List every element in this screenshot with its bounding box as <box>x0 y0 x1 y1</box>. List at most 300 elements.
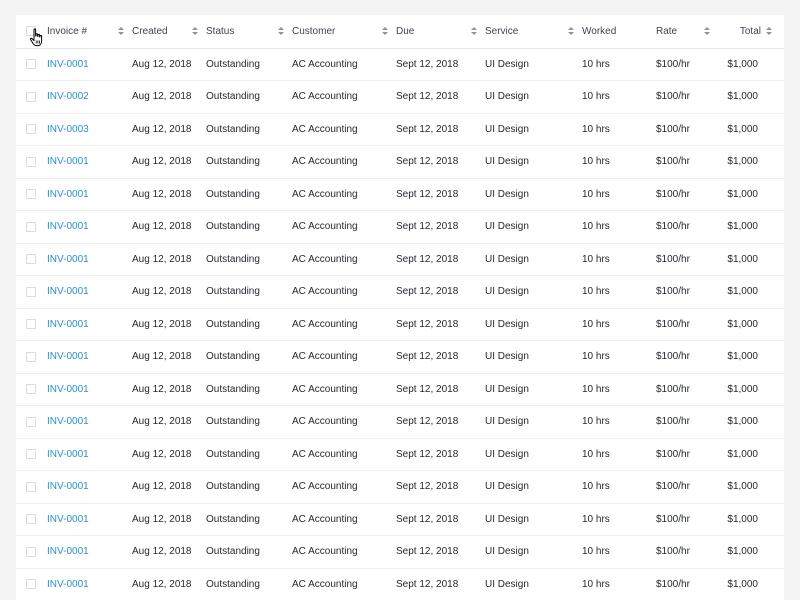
column-header-created[interactable] <box>132 15 206 48</box>
invoice-link[interactable]: INV-0001 <box>47 481 89 493</box>
cell-customer-text: AC Accounting <box>292 448 358 460</box>
cell-created <box>132 308 206 341</box>
cell-created-text: Aug 12, 2018 <box>132 253 192 265</box>
cell-rate-text: $100/hr <box>656 286 690 298</box>
cell-status-text: Outstanding <box>206 253 260 265</box>
cell-total <box>718 471 784 504</box>
cell-due-text: Sept 12, 2018 <box>396 546 459 558</box>
column-header-label: Created <box>132 25 168 37</box>
table-row[interactable] <box>16 146 784 179</box>
cell-total <box>718 373 784 406</box>
row-checkbox[interactable] <box>26 157 36 167</box>
cell-total-text: $1,000 <box>727 318 758 330</box>
cell-rate <box>656 373 718 406</box>
cell-worked-text: 10 hrs <box>582 318 610 330</box>
cell-created-text: Aug 12, 2018 <box>132 286 192 298</box>
cell-due <box>396 276 485 309</box>
cell-status <box>206 406 292 439</box>
table-row[interactable] <box>16 276 784 309</box>
cell-total <box>718 146 784 179</box>
row-checkbox[interactable] <box>26 254 36 264</box>
sort-icon[interactable] <box>568 27 574 35</box>
row-checkbox[interactable] <box>26 417 36 427</box>
cell-service-text: UI Design <box>485 578 529 590</box>
cell-rate-text: $100/hr <box>656 383 690 395</box>
cell-due-text: Sept 12, 2018 <box>396 58 459 70</box>
cell-status-text: Outstanding <box>206 351 260 363</box>
cell-service-text: UI Design <box>485 351 529 363</box>
cell-created-text: Aug 12, 2018 <box>132 188 192 200</box>
cell-total-text: $1,000 <box>727 253 758 265</box>
cell-created <box>132 178 206 211</box>
table-row[interactable] <box>16 536 784 569</box>
cell-service <box>485 211 582 244</box>
row-checkbox[interactable] <box>26 189 36 199</box>
table-row[interactable] <box>16 503 784 536</box>
cell-invoice <box>47 146 132 179</box>
cell-customer <box>292 211 396 244</box>
cell-service <box>485 341 582 374</box>
row-checkbox-cell <box>16 81 47 114</box>
cell-due-text: Sept 12, 2018 <box>396 253 459 265</box>
cell-total-text: $1,000 <box>727 286 758 298</box>
cell-created-text: Aug 12, 2018 <box>132 578 192 590</box>
cell-total <box>718 341 784 374</box>
cell-due <box>396 113 485 146</box>
cell-created <box>132 471 206 504</box>
cell-service-text: UI Design <box>485 546 529 558</box>
cell-created <box>132 276 206 309</box>
cell-status <box>206 308 292 341</box>
invoice-link[interactable]: INV-0001 <box>47 318 89 330</box>
cell-service-text: UI Design <box>485 253 529 265</box>
invoice-link[interactable]: INV-0001 <box>47 351 89 363</box>
cell-status-text: Outstanding <box>206 416 260 428</box>
cell-due <box>396 471 485 504</box>
cell-due <box>396 568 485 600</box>
sort-icon[interactable] <box>382 27 388 35</box>
cell-service <box>485 503 582 536</box>
table-row[interactable] <box>16 308 784 341</box>
row-checkbox[interactable] <box>26 547 36 557</box>
table-row[interactable] <box>16 471 784 504</box>
column-header-service[interactable] <box>485 15 582 48</box>
cell-service <box>485 243 582 276</box>
cell-total <box>718 406 784 439</box>
cell-rate-text: $100/hr <box>656 416 690 428</box>
cell-service-text: UI Design <box>485 383 529 395</box>
cell-customer <box>292 373 396 406</box>
cell-due-text: Sept 12, 2018 <box>396 156 459 168</box>
cell-total-text: $1,000 <box>727 188 758 200</box>
cell-worked <box>582 276 656 309</box>
cell-customer <box>292 438 396 471</box>
column-header-status[interactable] <box>206 15 292 48</box>
cell-status <box>206 243 292 276</box>
cell-total <box>718 276 784 309</box>
cell-worked <box>582 373 656 406</box>
cell-worked-text: 10 hrs <box>582 513 610 525</box>
cell-status <box>206 113 292 146</box>
cell-invoice <box>47 276 132 309</box>
cell-created-text: Aug 12, 2018 <box>132 416 192 428</box>
header-checkbox-cell <box>16 15 47 48</box>
cell-created-text: Aug 12, 2018 <box>132 156 192 168</box>
cell-total <box>718 503 784 536</box>
cell-due <box>396 308 485 341</box>
column-header-label: Worked <box>582 25 617 37</box>
cell-due <box>396 406 485 439</box>
cell-customer-text: AC Accounting <box>292 156 358 168</box>
cell-due <box>396 536 485 569</box>
cell-worked <box>582 243 656 276</box>
invoice-link[interactable]: INV-0003 <box>47 123 89 135</box>
cell-total <box>718 113 784 146</box>
sort-icon[interactable] <box>192 27 198 35</box>
cell-total-text: $1,000 <box>727 481 758 493</box>
row-checkbox-cell <box>16 536 47 569</box>
cell-customer-text: AC Accounting <box>292 546 358 558</box>
cell-total <box>718 48 784 81</box>
cell-customer <box>292 341 396 374</box>
invoice-link[interactable]: INV-0001 <box>47 383 89 395</box>
cell-due <box>396 81 485 114</box>
cell-service-text: UI Design <box>485 513 529 525</box>
row-checkbox[interactable] <box>26 579 36 589</box>
column-header-label: Customer <box>292 25 336 37</box>
cell-worked <box>582 146 656 179</box>
invoice-link[interactable]: INV-0001 <box>47 221 89 233</box>
cell-rate-text: $100/hr <box>656 253 690 265</box>
cell-created <box>132 211 206 244</box>
cell-worked-text: 10 hrs <box>582 188 610 200</box>
cell-status <box>206 471 292 504</box>
cell-rate <box>656 211 718 244</box>
cell-created <box>132 113 206 146</box>
row-checkbox[interactable] <box>26 384 36 394</box>
cell-rate <box>656 406 718 439</box>
column-header-label: Status <box>206 25 235 37</box>
cell-due-text: Sept 12, 2018 <box>396 221 459 233</box>
invoice-link[interactable]: INV-0001 <box>47 416 89 428</box>
row-checkbox-cell <box>16 503 47 536</box>
table-row[interactable] <box>16 568 784 600</box>
cell-customer-text: AC Accounting <box>292 351 358 363</box>
invoice-table <box>16 15 784 600</box>
cell-due <box>396 48 485 81</box>
cell-due-text: Sept 12, 2018 <box>396 188 459 200</box>
cell-worked <box>582 341 656 374</box>
cell-created-text: Aug 12, 2018 <box>132 221 192 233</box>
row-checkbox-cell <box>16 308 47 341</box>
cell-due <box>396 178 485 211</box>
cell-customer <box>292 81 396 114</box>
cell-total-text: $1,000 <box>727 91 758 103</box>
row-checkbox[interactable] <box>26 124 36 134</box>
cell-due-text: Sept 12, 2018 <box>396 91 459 103</box>
invoice-table-card <box>16 15 784 600</box>
row-checkbox-cell <box>16 568 47 600</box>
invoice-link[interactable]: INV-0001 <box>47 58 89 70</box>
cell-invoice <box>47 113 132 146</box>
cell-total <box>718 178 784 211</box>
row-checkbox[interactable] <box>26 287 36 297</box>
cell-due <box>396 211 485 244</box>
invoice-link[interactable]: INV-0001 <box>47 188 89 200</box>
cell-service-text: UI Design <box>485 286 529 298</box>
select-all-checkbox[interactable] <box>26 26 36 36</box>
table-row[interactable] <box>16 48 784 81</box>
cell-total <box>718 438 784 471</box>
table-row[interactable] <box>16 243 784 276</box>
sort-icon[interactable] <box>278 27 284 35</box>
cell-due-text: Sept 12, 2018 <box>396 481 459 493</box>
cell-worked <box>582 113 656 146</box>
cell-total <box>718 536 784 569</box>
cell-status-text: Outstanding <box>206 383 260 395</box>
cell-customer-text: AC Accounting <box>292 123 358 135</box>
table-row[interactable] <box>16 373 784 406</box>
cell-rate-text: $100/hr <box>656 91 690 103</box>
cell-total <box>718 81 784 114</box>
invoice-link[interactable]: INV-0001 <box>47 156 89 168</box>
cell-created-text: Aug 12, 2018 <box>132 481 192 493</box>
column-header-customer[interactable] <box>292 15 396 48</box>
cell-service <box>485 438 582 471</box>
cell-worked-text: 10 hrs <box>582 91 610 103</box>
cell-customer <box>292 48 396 81</box>
cell-rate <box>656 243 718 276</box>
cell-status <box>206 503 292 536</box>
cell-status-text: Outstanding <box>206 318 260 330</box>
cell-due-text: Sept 12, 2018 <box>396 383 459 395</box>
column-header-due[interactable] <box>396 15 485 48</box>
cell-total-text: $1,000 <box>727 156 758 168</box>
cell-worked-text: 10 hrs <box>582 253 610 265</box>
cell-due <box>396 341 485 374</box>
cell-worked <box>582 503 656 536</box>
cell-worked-text: 10 hrs <box>582 578 610 590</box>
cell-invoice <box>47 341 132 374</box>
cell-customer-text: AC Accounting <box>292 416 358 428</box>
cell-rate <box>656 146 718 179</box>
cell-customer <box>292 146 396 179</box>
cell-status <box>206 146 292 179</box>
table-row[interactable] <box>16 81 784 114</box>
cell-worked-text: 10 hrs <box>582 286 610 298</box>
cell-worked-text: 10 hrs <box>582 156 610 168</box>
cell-created <box>132 243 206 276</box>
cell-status-text: Outstanding <box>206 286 260 298</box>
cell-service <box>485 178 582 211</box>
cell-customer-text: AC Accounting <box>292 188 358 200</box>
cell-status <box>206 373 292 406</box>
cell-service-text: UI Design <box>485 156 529 168</box>
cell-invoice <box>47 308 132 341</box>
cell-customer-text: AC Accounting <box>292 91 358 103</box>
column-header-total[interactable] <box>718 15 784 48</box>
cell-worked <box>582 48 656 81</box>
cell-total-text: $1,000 <box>727 513 758 525</box>
cell-total <box>718 211 784 244</box>
row-checkbox-cell <box>16 113 47 146</box>
row-checkbox[interactable] <box>26 449 36 459</box>
row-checkbox-cell <box>16 276 47 309</box>
row-checkbox[interactable] <box>26 59 36 69</box>
cell-created <box>132 503 206 536</box>
cell-customer <box>292 568 396 600</box>
cell-worked <box>582 536 656 569</box>
cell-worked-text: 10 hrs <box>582 448 610 460</box>
cell-status-text: Outstanding <box>206 221 260 233</box>
table-row[interactable] <box>16 211 784 244</box>
table-row[interactable] <box>16 406 784 439</box>
cell-customer <box>292 503 396 536</box>
cell-invoice <box>47 406 132 439</box>
row-checkbox[interactable] <box>26 222 36 232</box>
invoice-link[interactable]: INV-0001 <box>47 253 89 265</box>
sort-icon[interactable] <box>766 27 772 35</box>
cell-customer <box>292 178 396 211</box>
table-row[interactable] <box>16 438 784 471</box>
column-header-rate[interactable] <box>656 15 718 48</box>
column-header-invoice[interactable] <box>47 15 132 48</box>
column-header-label: Service <box>485 25 519 37</box>
cell-due <box>396 503 485 536</box>
cell-total-text: $1,000 <box>727 546 758 558</box>
cell-customer <box>292 308 396 341</box>
cell-rate-text: $100/hr <box>656 578 690 590</box>
cell-status-text: Outstanding <box>206 156 260 168</box>
row-checkbox-cell <box>16 146 47 179</box>
cell-created <box>132 373 206 406</box>
cell-status-text: Outstanding <box>206 188 260 200</box>
row-checkbox[interactable] <box>26 319 36 329</box>
row-checkbox-cell <box>16 48 47 81</box>
cell-rate-text: $100/hr <box>656 351 690 363</box>
cell-total-text: $1,000 <box>727 383 758 395</box>
cell-worked-text: 10 hrs <box>582 58 610 70</box>
cell-worked-text: 10 hrs <box>582 123 610 135</box>
cell-rate <box>656 276 718 309</box>
cell-invoice <box>47 503 132 536</box>
cell-rate <box>656 48 718 81</box>
cell-due <box>396 243 485 276</box>
cell-worked <box>582 211 656 244</box>
cell-due-text: Sept 12, 2018 <box>396 448 459 460</box>
cell-status <box>206 81 292 114</box>
cell-status-text: Outstanding <box>206 481 260 493</box>
invoice-link[interactable]: INV-0001 <box>47 448 89 460</box>
cell-worked-text: 10 hrs <box>582 221 610 233</box>
invoice-link[interactable]: INV-0001 <box>47 513 89 525</box>
cell-service-text: UI Design <box>485 58 529 70</box>
cell-status-text: Outstanding <box>206 123 260 135</box>
row-checkbox-cell <box>16 211 47 244</box>
cell-customer-text: AC Accounting <box>292 383 358 395</box>
cell-total-text: $1,000 <box>727 351 758 363</box>
cell-status-text: Outstanding <box>206 448 260 460</box>
cell-rate-text: $100/hr <box>656 221 690 233</box>
cell-total-text: $1,000 <box>727 416 758 428</box>
cell-service-text: UI Design <box>485 416 529 428</box>
cell-service <box>485 113 582 146</box>
cell-worked-text: 10 hrs <box>582 546 610 558</box>
table-row[interactable] <box>16 341 784 374</box>
sort-icon[interactable] <box>704 27 710 35</box>
table-row[interactable] <box>16 113 784 146</box>
cell-due-text: Sept 12, 2018 <box>396 416 459 428</box>
cell-service <box>485 276 582 309</box>
cell-worked <box>582 406 656 439</box>
cell-total-text: $1,000 <box>727 578 758 590</box>
cell-status <box>206 178 292 211</box>
cell-service-text: UI Design <box>485 221 529 233</box>
cell-customer-text: AC Accounting <box>292 253 358 265</box>
cell-invoice <box>47 211 132 244</box>
cell-rate-text: $100/hr <box>656 156 690 168</box>
cell-created-text: Aug 12, 2018 <box>132 91 192 103</box>
row-checkbox[interactable] <box>26 514 36 524</box>
cell-total-text: $1,000 <box>727 123 758 135</box>
cell-invoice <box>47 373 132 406</box>
cell-created <box>132 536 206 569</box>
cell-rate <box>656 113 718 146</box>
row-checkbox-cell <box>16 471 47 504</box>
cell-status <box>206 438 292 471</box>
cell-status-text: Outstanding <box>206 58 260 70</box>
cell-status-text: Outstanding <box>206 578 260 590</box>
invoice-link[interactable]: INV-0001 <box>47 578 89 590</box>
cell-status <box>206 568 292 600</box>
cell-worked-text: 10 hrs <box>582 383 610 395</box>
cell-due-text: Sept 12, 2018 <box>396 513 459 525</box>
sort-icon[interactable] <box>471 27 477 35</box>
row-checkbox[interactable] <box>26 482 36 492</box>
cell-due-text: Sept 12, 2018 <box>396 318 459 330</box>
cell-worked-text: 10 hrs <box>582 351 610 363</box>
cell-created <box>132 406 206 439</box>
invoice-link[interactable]: INV-0001 <box>47 286 89 298</box>
invoice-link[interactable]: INV-0002 <box>47 91 89 103</box>
cell-rate <box>656 178 718 211</box>
cell-rate <box>656 568 718 600</box>
cell-service-text: UI Design <box>485 91 529 103</box>
row-checkbox[interactable] <box>26 92 36 102</box>
cell-worked-text: 10 hrs <box>582 416 610 428</box>
cell-invoice <box>47 48 132 81</box>
column-header-worked[interactable] <box>582 15 656 48</box>
cell-worked <box>582 438 656 471</box>
cell-status <box>206 211 292 244</box>
table-header-row <box>16 15 784 48</box>
cell-status <box>206 341 292 374</box>
cell-invoice <box>47 243 132 276</box>
cell-total-text: $1,000 <box>727 221 758 233</box>
cell-invoice <box>47 81 132 114</box>
invoice-link[interactable]: INV-0001 <box>47 546 89 558</box>
cell-rate <box>656 438 718 471</box>
cell-status-text: Outstanding <box>206 546 260 558</box>
table-row[interactable] <box>16 178 784 211</box>
sort-icon[interactable] <box>118 27 124 35</box>
cell-service <box>485 48 582 81</box>
cell-rate <box>656 536 718 569</box>
row-checkbox[interactable] <box>26 352 36 362</box>
cell-service-text: UI Design <box>485 123 529 135</box>
cell-service-text: UI Design <box>485 318 529 330</box>
cell-created-text: Aug 12, 2018 <box>132 58 192 70</box>
